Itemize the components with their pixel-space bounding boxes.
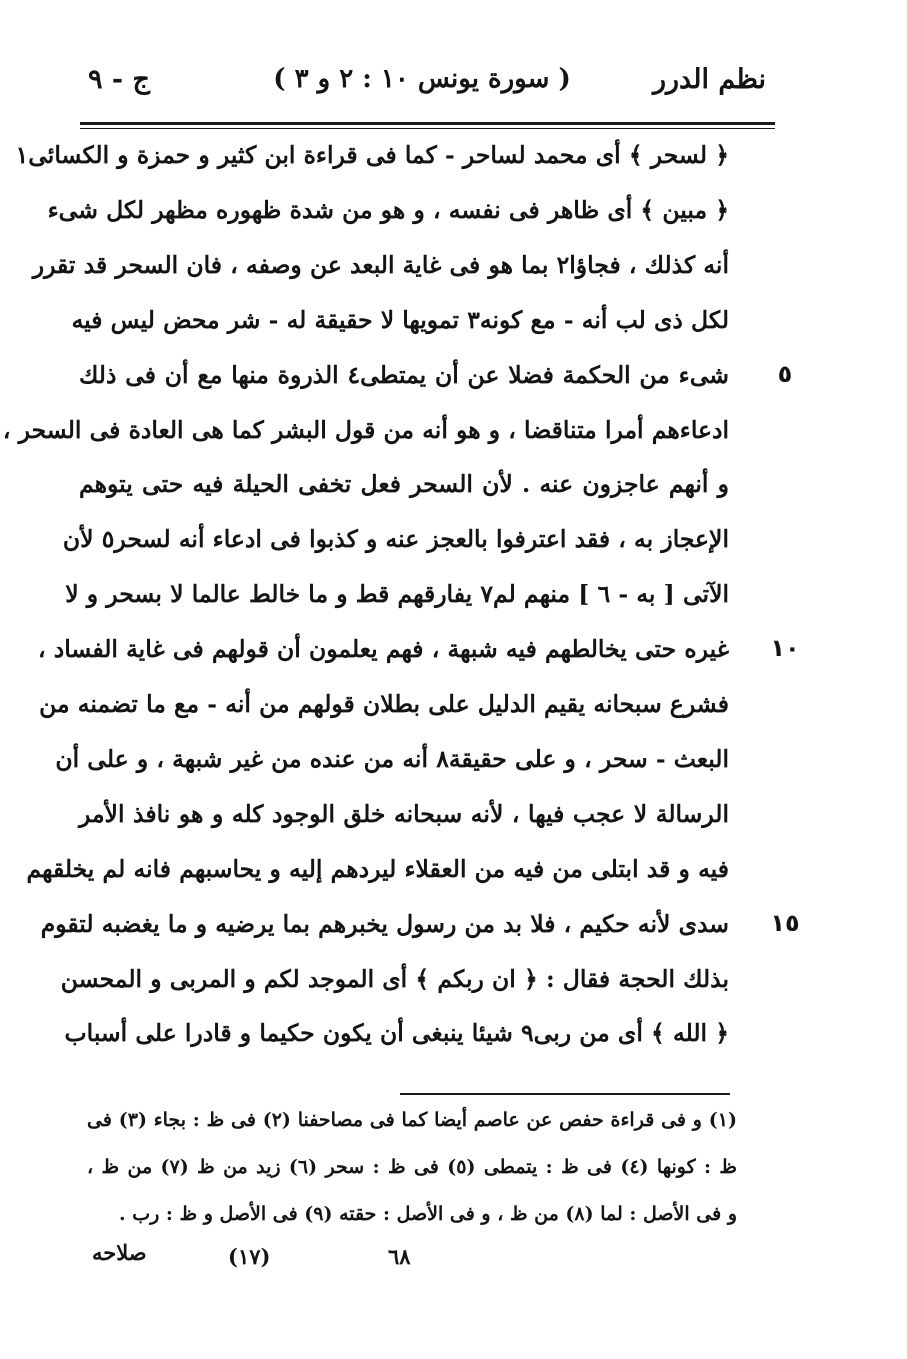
text-line: بذلك الحجة فقال : ﴿ ان ربكم ﴾ أى الموجد لكم و المربى و المحسن xyxy=(60,964,729,993)
volume-label: ج - ٩ xyxy=(88,64,150,95)
text-line: الإعجاز به ، فقد اعترفوا بالعجز عنه و كذبوا فى ادعاء أنه لسحر٥ لأن xyxy=(62,525,729,554)
header-rule xyxy=(80,122,775,125)
signature-mark: (١٧) xyxy=(228,1244,271,1269)
line-number: ١٠ xyxy=(770,634,800,663)
text-line: ﴿ الله ﴾ أى من ربى٩ شيئا ينبغى أن يكون حكيما و قادرا على أسباب xyxy=(64,1019,729,1048)
text-line: غيره حتى يخالطهم فيه شبهة ، فهم يعلمون أن قولهم فى غاية الفساد ، xyxy=(37,635,729,664)
header-rule-thin xyxy=(80,128,775,129)
footnote-line: (١) و فى قراءة حفص عن عاصم أيضا كما فى مصاحفنا (٢) فى ظ : بجاء (٣) فى xyxy=(87,1109,737,1131)
text-line: فيه و قد ابتلى من فيه من العقلاء ليردهم إليه و يحاسبهم فانه لم يخلقهم xyxy=(26,854,729,883)
footnote-line: ظ : كونها (٤) فى ظ : يتمطى (٥) فى ظ : سحر (٦) زيد من ظ (٧) من ظ ، xyxy=(87,1156,737,1178)
text-line: شىء من الحكمة فضلا عن أن يمتطى٤ الذروة منها مع أن فى ذلك xyxy=(79,360,729,389)
text-line: لكل ذى لب أنه - مع كونه٣ تمويها لا حقيقة له - شر محض ليس فيه xyxy=(71,305,729,334)
text-line: الرسالة لا عجب فيها ، لأنه سبحانه خلق الوجود كله و هو نافذ الأمر xyxy=(79,799,729,828)
text-line: أنه كذلك ، فجاؤا٢ بما هو فى غاية البعد عن وصفه ، فان السحر قد تقرر xyxy=(32,250,729,279)
footnote-line: و فى الأصل : لما (٨) من ظ ، و فى الأصل : حقته (٩) فى الأصل و ظ : رب . xyxy=(119,1203,737,1225)
text-line: و أنهم عاجزون عنه . لأن السحر فعل تخفى الحيلة فيه حتى يتوهم xyxy=(79,470,729,499)
text-line: الآتى [ به - ٦ ] منهم لم٧ يفارقهم قط و ما خالط عالما لا بسحر و لا xyxy=(65,580,729,609)
surah-reference: ( سورة يونس ١٠ : ٢ و ٣ ) xyxy=(273,64,571,94)
page-header xyxy=(78,60,766,106)
line-number: ١٥ xyxy=(770,908,800,937)
text-line: ادعاءهم أمرا متناقضا ، و هو أنه من قول البشر كما هى العادة فى السحر ، xyxy=(2,415,729,444)
text-line: سدى لأنه حكيم ، فلا بد من رسول يخبرهم بما يرضيه و ما يغضبه لتقوم xyxy=(40,909,729,938)
text-line: البعث - سحر ، و على حقيقة٨ أنه من عنده من غير شبهة ، و على أن xyxy=(55,744,729,773)
text-line: فشرع سبحانه يقيم الدليل على بطلان قولهم من أنه - مع ما تضمنه من xyxy=(39,690,729,718)
line-number: ٥ xyxy=(777,359,793,388)
sheet-label: صلاحه xyxy=(92,1240,147,1265)
text-line: ﴿ مبين ﴾ أى ظاهر فى نفسه ، و هو من شدة ظهوره مظهر لكل شىء xyxy=(47,195,729,224)
page-number: ٦٨ xyxy=(388,1244,411,1269)
text-line: ﴿ لسحر ﴾ أى محمد لساحر - كما فى قراءة ابن كثير و حمزة و الكسائى١ xyxy=(15,141,729,169)
book-title: نظم الدرر xyxy=(652,64,766,95)
footnote-separator xyxy=(400,1093,730,1095)
